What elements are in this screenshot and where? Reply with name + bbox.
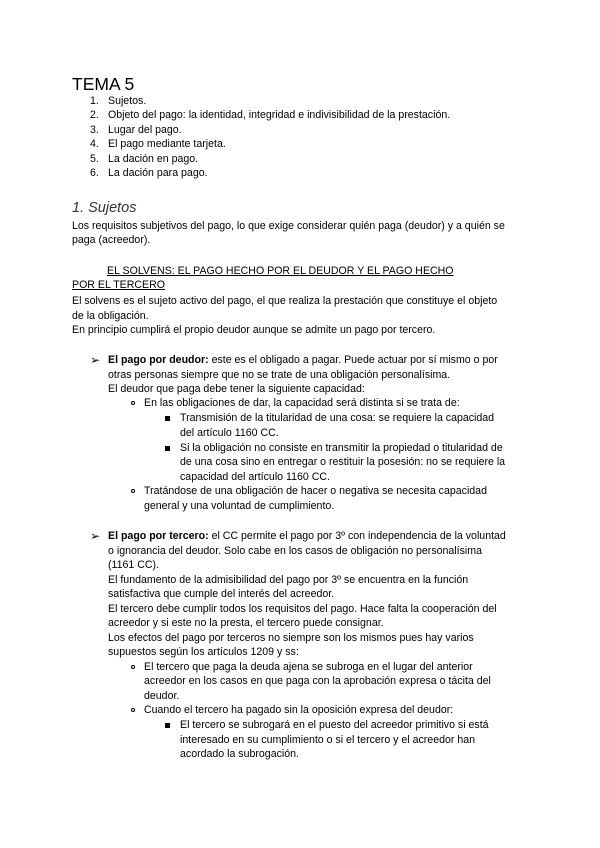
paragraph-line: (1161 CC). [108, 559, 160, 571]
toc-item: La dación para pago. [108, 167, 208, 179]
square-bullet-icon [165, 446, 170, 451]
toc-num: 3. [90, 124, 99, 136]
toc-num: 2. [90, 109, 99, 121]
paragraph-line [108, 529, 506, 543]
text-run: el CC permite el pago por 3º con independencia de la voluntad [208, 530, 506, 542]
paragraph-line: satisfactiva que cumple del interés del acreedor. [108, 588, 335, 600]
square-bullet-icon [165, 723, 170, 728]
subsection-heading: EL SOLVENS: EL PAGO HECHO POR EL DEUDOR Y EL PAGO HECHO [107, 265, 454, 277]
bold-term: El pago por deudor: [108, 354, 209, 366]
list-item: interesado en su cumplimiento o si el tercero y el acreedor han [180, 734, 476, 746]
paragraph-line: otras personas siempre que no se trate de una obligación personalísima. [108, 369, 451, 381]
toc-num: 6. [90, 167, 99, 179]
paragraph-line: Los requisitos subjetivos del pago, lo que exige considerar quién paga (deudor) y a quién se [72, 220, 505, 232]
list-item: Tratándose de una obligación de hacer o negativa se necesita capacidad [144, 485, 487, 497]
paragraph-line: En principio cumplirá el propio deudor aunque se admite un pago por tercero. [72, 324, 436, 336]
circle-bullet-icon [131, 708, 135, 712]
page-title: TEMA 5 [72, 74, 135, 94]
bold-term: El pago por tercero: [108, 530, 209, 542]
list-item: Transmisión de la titularidad de una cosa: se requiere la capacidad [180, 412, 495, 424]
list-item: El tercero se subrogará en el puesto del acreedor primitivo si está [180, 719, 489, 731]
text-run: este es el obligado a pagar. Puede actuar por sí mismo o por [208, 354, 498, 366]
paragraph-line: El solvens es el sujeto activo del pago, el que realiza la prestación que constituye el objeto [72, 295, 498, 307]
paragraph-line: paga (acreedor). [72, 234, 151, 246]
list-item: En las obligaciones de dar, la capacidad será distinta si se trata de: [144, 397, 460, 409]
toc-num: 4. [90, 138, 99, 150]
toc-item: Objeto del pago: la identidad, integridad e indivisibilidad de la prestación. [108, 109, 451, 121]
toc-item: Lugar del pago. [108, 124, 182, 136]
subsection-heading: POR EL TERCERO [72, 279, 166, 291]
list-item: acordado la subrogación. [180, 748, 299, 760]
square-bullet-icon [165, 416, 170, 421]
circle-bullet-icon [131, 665, 135, 669]
list-item: Cuando el tercero ha pagado sin la oposición expresa del deudor: [144, 704, 454, 716]
circle-bullet-icon [131, 401, 135, 405]
paragraph-line: El tercero debe cumplir todos los requisitos del pago. Hace falta la cooperación del [108, 603, 497, 615]
arrow-bullet-icon: ➢ [90, 529, 101, 543]
toc-num: 1. [90, 95, 99, 107]
toc-num: 5. [90, 153, 99, 165]
paragraph-line: Los efectos del pago por terceros no siempre son los mismos pues hay varios [108, 632, 474, 644]
list-item: acreedor en los casos en que paga con la aprobación expresa o tácita del [144, 675, 491, 687]
paragraph-line [108, 353, 498, 367]
list-item: El tercero que paga la deuda ajena se subroga en el lugar del anterior [144, 661, 473, 673]
list-item: deudor. [144, 690, 180, 702]
list-item: general y una voluntad de cumplimiento. [144, 500, 335, 512]
list-item: de una cosa sino en entregar o restituir la posesión: no se requiere la [180, 456, 506, 468]
section-heading: 1. Sujetos [72, 200, 137, 216]
circle-bullet-icon [131, 489, 135, 493]
paragraph-line: o ignorancia del deudor. Solo cabe en los casos de obligación no personalísima [108, 545, 482, 557]
paragraph-line: El deudor que paga debe tener la siguiente capacidad: [108, 383, 365, 395]
toc-item: La dación en pago. [108, 153, 199, 165]
toc-item: El pago mediante tarjeta. [108, 138, 226, 150]
list-item: Si la obligación no consiste en transmitir la propiedad o titularidad de [180, 442, 503, 454]
paragraph-line: acreedor y si este no la presta, el tercero puede consignar. [108, 617, 384, 629]
list-item: del artículo 1160 CC. [180, 427, 279, 439]
arrow-bullet-icon: ➢ [90, 353, 101, 367]
paragraph-line: El fundamento de la admisibilidad del pago por 3º se encuentra en la función [108, 574, 469, 586]
paragraph-line: de la obligación. [72, 310, 149, 322]
toc-item: Sujetos. [108, 95, 147, 107]
paragraph-line: supuestos según los artículos 1209 y ss: [108, 646, 299, 658]
list-item: capacidad del artículo 1160 CC. [180, 471, 330, 483]
